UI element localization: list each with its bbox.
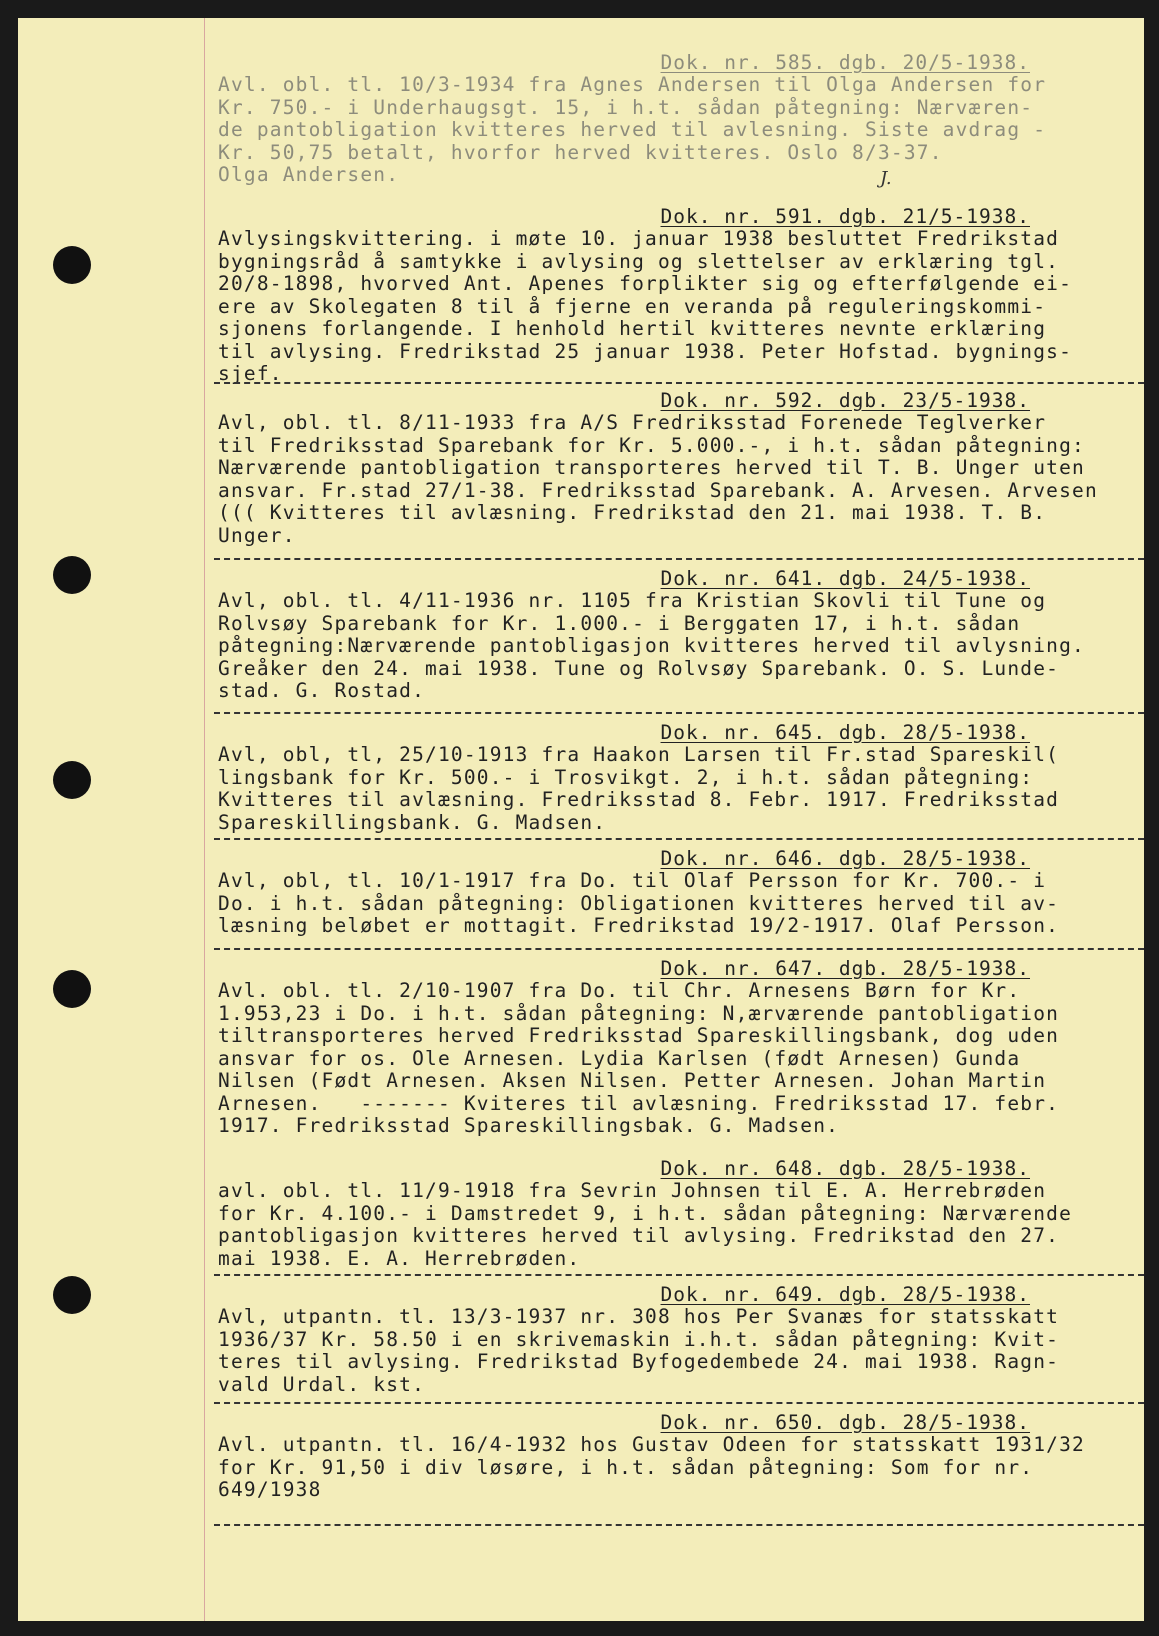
entry-645 bbox=[218, 722, 1138, 834]
separator bbox=[214, 1274, 1144, 1276]
entry-650 bbox=[218, 1412, 1138, 1502]
separator bbox=[214, 838, 1144, 840]
entry-header: Dok. nr. 645. dgb. 28/5-1938. bbox=[660, 721, 1030, 744]
separator bbox=[214, 1524, 1144, 1526]
entry-body: avl. obl. tl. 11/9-1918 fra Sevrin Johnsen til E. A. Herrebrøden for Kr. 4.100.- i Damstredet 9, i h.t. sådan påtegning: Nærværende pantobligasjon kvitteres herved til avlysing. Fredrikstad den 27. mai 1938. E. A. Herrebrøden. bbox=[218, 1179, 1073, 1270]
entry-641 bbox=[218, 568, 1138, 703]
entry-body: Avl, utpantn. tl. 13/3-1937 nr. 308 hos Per Svanæs for statsskatt 1936/37 Kr. 58.50 i en skrivemaskin i.h.t. sådan påtegning: Kvit- teres til avlysing. Fredrikstad Byfogedembede 24. mai 1938. Ragn- vald Urdal. kst. bbox=[218, 1305, 1060, 1396]
entry-649 bbox=[218, 1284, 1138, 1396]
entry-body: Avlysingskvittering. i møte 10. januar 1938 besluttet Fredrikstad bygningsråd å samtykke i avlysing og slettelser av erklæring tgl. 20/8-1898, hvorved Ant. Apenes forplikter sig og efterfølgende ei- ere av Skolegaten 8 til å fjerne en veranda på reguleringskommi- sjonens forlangende. I henhold hertil kvitteres nevnte erklæring til avlysing. Fredrikstad 25 januar 1938. Peter Hofstad. bygnings- sjef. bbox=[218, 227, 1073, 385]
entry-591 bbox=[218, 206, 1138, 386]
entry-header: Dok. nr. 648. dgb. 28/5-1938. bbox=[660, 1157, 1030, 1180]
punch-hole bbox=[53, 761, 91, 799]
separator bbox=[214, 558, 1144, 560]
entry-header: Dok. nr. 585. dgb. 20/5-1938. bbox=[660, 51, 1030, 74]
punch-hole bbox=[53, 556, 91, 594]
entry-header: Dok. nr. 650. dgb. 28/5-1938. bbox=[660, 1411, 1030, 1434]
entry-header: Dok. nr. 649. dgb. 28/5-1938. bbox=[660, 1283, 1030, 1306]
entry-647 bbox=[218, 958, 1138, 1138]
separator bbox=[214, 382, 1144, 384]
document-page bbox=[18, 18, 1144, 1621]
separator bbox=[214, 948, 1144, 950]
entry-646 bbox=[218, 848, 1138, 938]
entry-body: Avl, obl, tl. 10/1-1917 fra Do. til Olaf Persson for Kr. 700.- i Do. i h.t. sådan påtegning: Obligationen kvitteres herved til av- læsning beløbet er mottagit. Fredrikstad 19/2-1917. Olaf Persson. bbox=[218, 869, 1060, 937]
entry-header: Dok. nr. 647. dgb. 28/5-1938. bbox=[660, 957, 1030, 980]
margin-line bbox=[204, 18, 205, 1621]
punch-hole bbox=[53, 246, 91, 284]
punch-hole bbox=[53, 970, 91, 1008]
entry-header: Dok. nr. 591. dgb. 21/5-1938. bbox=[660, 205, 1030, 228]
entry-body: Avl, obl. tl. 8/11-1933 fra A/S Fredriksstad Forenede Teglverker til Fredriksstad Sparebank for Kr. 5.000.-, i h.t. sådan påtegning: Nærværende pantobligation transporteres herved til T. B. Unger uten ansvar. Fr.stad 27/1-38. Fredriksstad Sparebank. A. Arvesen. Arvesen ((( Kvitteres til avlæsning. Fredrikstad den 21. mai 1938. T. B. Unger. bbox=[218, 411, 1098, 547]
entry-592 bbox=[218, 390, 1138, 547]
entry-header: Dok. nr. 641. dgb. 24/5-1938. bbox=[660, 567, 1030, 590]
separator bbox=[214, 1402, 1144, 1404]
entry-body: Avl. obl. tl. 10/3-1934 fra Agnes Andersen til Olga Andersen for Kr. 750.- i Underhaugsgt. 15, i h.t. sådan påtegning: Nærværen- de pantobligation kvitteres herved til avlesning. Siste avdrag - Kr. 50,75 betalt, hvorfor herved kvitteres. Oslo 8/3-37. Olga Andersen. bbox=[218, 73, 1047, 186]
entry-body: Avl. obl. tl. 2/10-1907 fra Do. til Chr. Arnesens Børn for Kr. 1.953,23 i Do. i h.t. sådan påtegning: N,ærværende pantobligation tiltransporteres herved Fredriksstad Spareskillingsbank, dog uden ansvar for os. Ole Arnesen. Lydia Karlsen (født Arnesen) Gunda Nilsen (Født Arnesen. Aksen Nilsen. Petter Arnesen. Johan Martin Arnesen. ------- Kviteres til avlæsning. Fredriksstad 17. febr. 1917. Fredriksstad Spareskillingsbak. G. Madsen. bbox=[218, 979, 1060, 1137]
punch-hole bbox=[53, 1276, 91, 1314]
entry-585 bbox=[218, 52, 1138, 187]
entry-body: Avl, obl. tl. 4/11-1936 nr. 1105 fra Kristian Skovli til Tune og Rolvsøy Sparebank for Kr. 1.000.- i Berggaten 17, i h.t. sådan påtegning:Nærværende pantobligasjon kvitteres herved til avlysning. Greåker den 24. mai 1938. Tune og Rolvsøy Sparebank. O. S. Lunde- stad. G. Rostad. bbox=[218, 589, 1085, 702]
entry-body: Avl. utpantn. tl. 16/4-1932 hos Gustav Odeen for statsskatt 1931/32 for Kr. 91,50 i div løsøre, i h.t. sådan påtegning: Som for nr. 649/1938 bbox=[218, 1433, 1085, 1501]
entry-648 bbox=[218, 1158, 1138, 1270]
handwritten-initials: J. bbox=[880, 168, 892, 189]
separator bbox=[214, 712, 1144, 714]
entry-header: Dok. nr. 646. dgb. 28/5-1938. bbox=[660, 847, 1030, 870]
entry-header: Dok. nr. 592. dgb. 23/5-1938. bbox=[660, 389, 1030, 412]
entry-body: Avl, obl, tl, 25/10-1913 fra Haakon Larsen til Fr.stad Spareskil( lingsbank for Kr. 500.- i Trosvikgt. 2, i h.t. sådan påtegning: Kvitteres til avlæsning. Fredriksstad 8. Febr. 1917. Fredriksstad Spareskillingsbank. G. Madsen. bbox=[218, 743, 1060, 834]
